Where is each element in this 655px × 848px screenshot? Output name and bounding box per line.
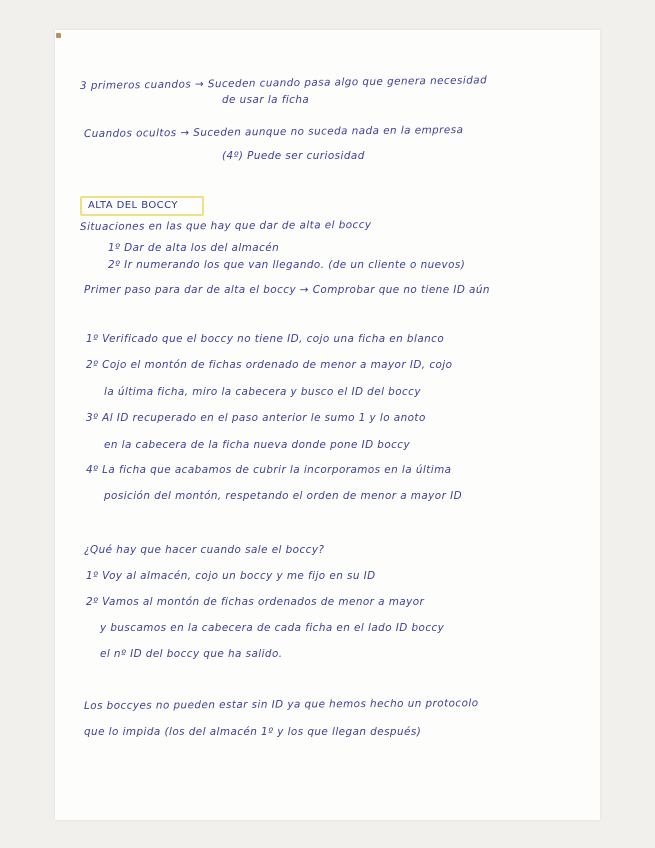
note-line: Los boccyes no pueden estar sin ID ya que hemos hecho un protocolo <box>83 697 479 712</box>
note-line: de usar la ficha <box>222 94 310 106</box>
note-line: (4º) Puede ser curiosidad <box>222 150 365 162</box>
note-line: el nº ID del boccy que ha salido. <box>100 648 283 660</box>
note-line: 4º La ficha que acabamos de cubrir la incorporamos en la última <box>86 464 452 476</box>
note-line: 1º Verificado que el boccy no tiene ID, cojo una ficha en blanco <box>86 333 445 345</box>
note-line: 2º Cojo el montón de fichas ordenado de menor a mayor ID, cojo <box>86 359 453 371</box>
note-line: Situaciones en las que hay que dar de alta el boccy <box>79 218 372 233</box>
section-title: ALTA DEL BOCCY <box>88 200 178 211</box>
note-line: que lo impida (los del almacén 1º y los que llegan después) <box>84 726 422 738</box>
section-title-box <box>80 196 204 216</box>
note-line: en la cabecera de la ficha nueva donde pone ID boccy <box>104 439 411 451</box>
note-line: 2º Vamos al montón de fichas ordenados de menor a mayor <box>86 596 425 608</box>
note-line: Cuandos ocultos → Suceden aunque no suceda nada en la empresa <box>83 124 464 140</box>
note-line: la última ficha, miro la cabecera y busco el ID del boccy <box>104 386 421 398</box>
note-line: y buscamos en la cabecera de cada ficha en el lado ID boccy <box>100 622 445 634</box>
note-line: 1º Voy al almacén, cojo un boccy y me fijo en su ID <box>86 570 376 582</box>
note-line: 3 primeros cuandos → Suceden cuando pasa algo que genera necesidad <box>79 74 488 92</box>
note-line: 1º Dar de alta los del almacén <box>108 242 280 254</box>
note-line: ¿Qué hay que hacer cuando sale el boccy? <box>84 544 325 556</box>
corner-mark <box>56 33 61 38</box>
note-line: 3º Al ID recuperado en el paso anterior le sumo 1 y lo anoto <box>86 412 426 424</box>
note-line: Primer paso para dar de alta el boccy → Comprobar que no tiene ID aún <box>84 284 490 296</box>
note-line: 2º Ir numerando los que van llegando. (de un cliente o nuevos) <box>108 259 466 271</box>
note-line: posición del montón, respetando el orden de menor a mayor ID <box>104 490 463 502</box>
